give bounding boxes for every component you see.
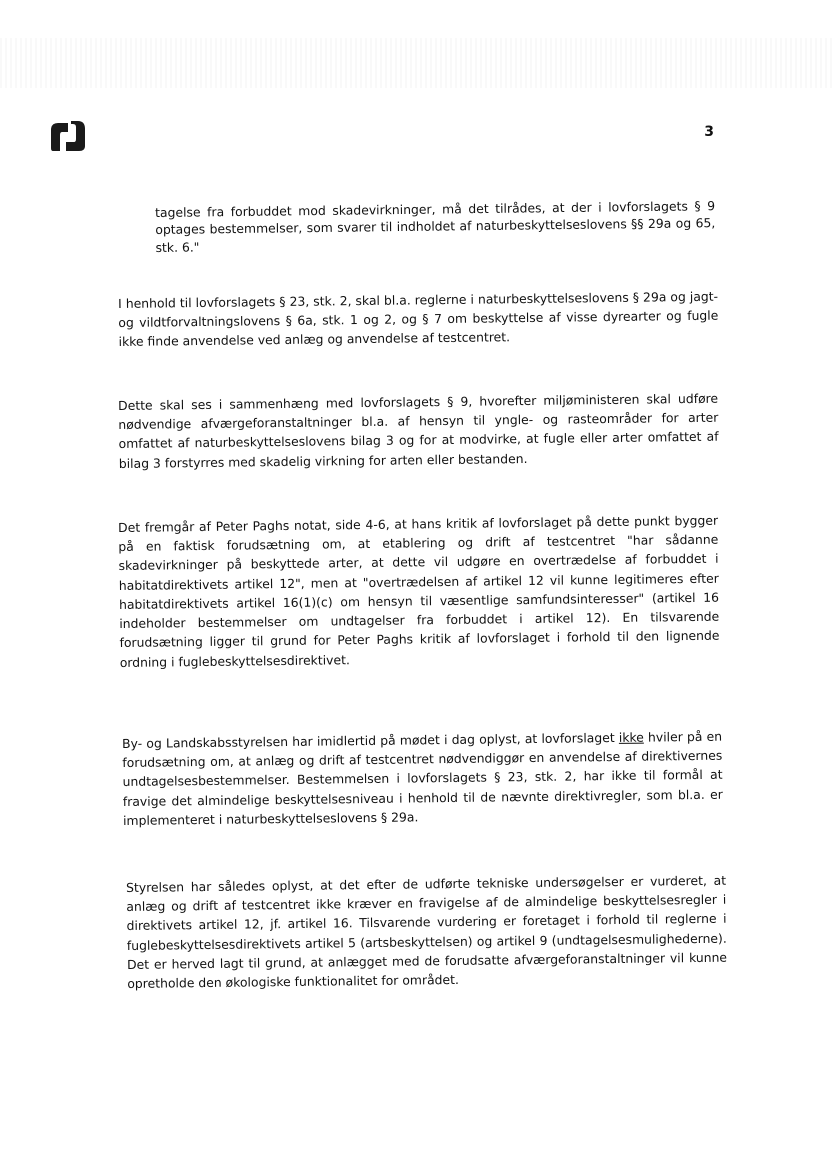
paragraph-5: Styrelsen har således oplyst, at det efter de udførte tekniske undersøgelser er vurderet, at anlæg og drift af testcentret ikke kræver en fravigelse af de almindelige beskyttelsesregler i direktivets artikel 12, jf. artikel 16. Tilsvarende vurdering er foretaget i forhold til reglerne i fuglebeskyttelsesdirektivets artikel 5 (artsbeskyttelsen) og artikel 9 (undtagelsesmulighederne). Det er herved lagt til grund, at anlægget med de forudsatte afværgeforanstaltninger vil kunne opretholde den økologiske funktionalitet for området. [126, 872, 728, 992]
paragraph-4-start: By- og Landskabsstyrelsen har imidlertid på mødet i dag oplyst, at lovforslaget [122, 729, 619, 751]
letterhead-logo-icon [48, 118, 88, 154]
scan-artifact-band [0, 38, 832, 88]
page-number: 3 [704, 124, 714, 140]
paragraph-4 [122, 727, 723, 830]
paragraph-4-rest: hviler på en forudsætning om, at anlæg og drift af testcentret nødvendiggør en anvendelse af direktivernes undtagelsesbestemmelser. Bestemmelsen i lovforslagets § 23, stk. 2, har ikke til formål at fravige det almindelige beskyttelsesniveau i henhold til de nævnte direktivregler, som bl.a. er implementeret i naturbeskyttelseslovens § 29a. [122, 728, 723, 828]
paragraph-3: Det fremgår af Peter Paghs notat, side 4-6, at hans kritik af lovforslaget på dette punkt bygger på en faktisk forudsætning om, at etablering og drift af testcentret "har sådanne skadevirkninger på beskyttede arter, at dette vil udgøre en overtrædelse af forbuddet i habitatdirektivets artikel 12", men at "overtrædelsen af artikel 12 vil kunne legitimeres efter habitatdirektivets artikel 16(1)(c) om hensyn til væsentlige samfundsinteresser" (artikel 16 indeholder bestemmelser om undtagelser fra forbuddet i artikel 12). En tilsvarende forudsætning ligger til grund for Peter Paghs kritik af lovforslaget i forhold til den lignende ordning i fuglebeskyttelsesdirektivet. [118, 512, 720, 670]
quoted-paragraph: tagelse fra forbuddet mod skadevirkninger, må det tilrådes, at der i lovforslagets § 9 optages bestemmelser, som svarer til indholdet af naturbeskyttelseslovens §§ 29a og 65, stk. 6." [155, 198, 716, 255]
paragraph-1: I henhold til lovforslagets § 23, stk. 2, skal bl.a. reglerne i naturbeskyttelseslovens § 29a og jagt- og vildtforvaltningslovens § 6a, stk. 1 og 2, og § 7 om beskyttelse af visse dyrearter og fugle ikke finde anvendelse ved anlæg og anvendelse af testcentret. [118, 288, 719, 350]
underlined-ikke: ikke [618, 729, 644, 745]
paragraph-2: Dette skal ses i sammenhæng med lovforslagets § 9, hvorefter miljøministeren skal udføre nødvendige afværgeforanstaltninger bl.a. af hensyn til yngle- og rasteområder for arter omfattet af naturbeskyttelseslovens bilag 3 og for at modvirke, at fugle eller arter omfattet af bilag 3 forstyrres med skadelig virkning for arten eller bestanden. [118, 390, 719, 471]
